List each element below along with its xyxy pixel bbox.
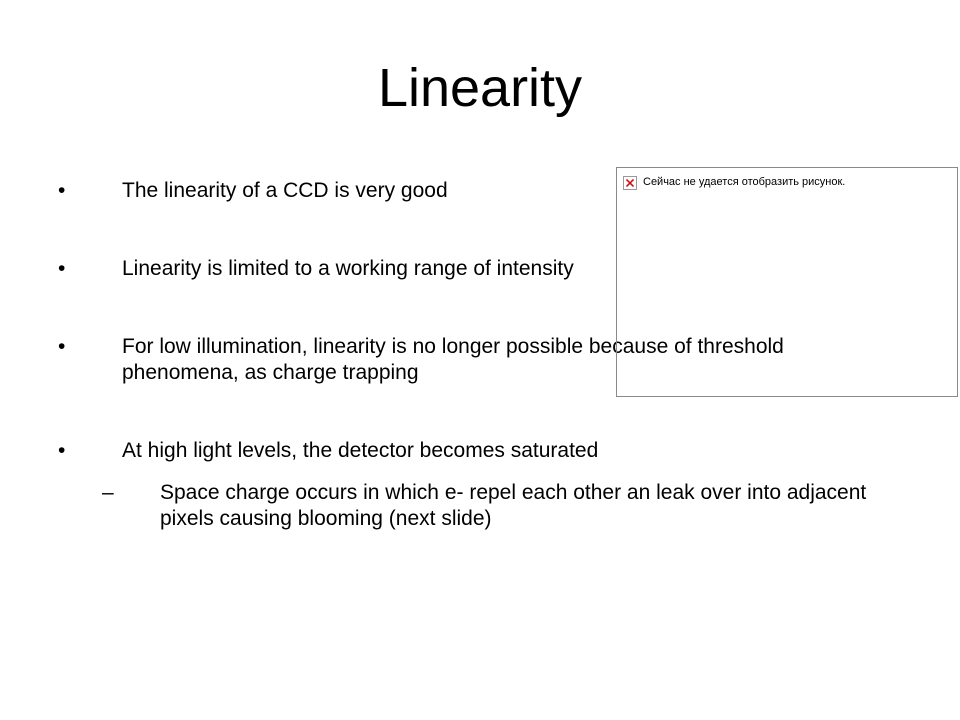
- bullet-text: For low illumination, linearity is no longer possible because of threshold phenomena, as charge trapping: [122, 335, 784, 384]
- slide-title: Linearity: [377, 58, 583, 118]
- broken-image-icon: [623, 176, 637, 190]
- sub-bullet-marker: –: [102, 481, 114, 504]
- bullet-marker: •: [58, 335, 66, 358]
- image-placeholder-message: Сейчас не удается отобразить рисунок.: [643, 176, 846, 188]
- sub-bullet-text: Space charge occurs in which e- repel each other an leak over into adjacent pixels causing blooming (next slide): [160, 481, 867, 530]
- bullet-text: At high light levels, the detector becomes saturated: [122, 439, 599, 462]
- bullet-text: Linearity is limited to a working range of intensity: [122, 257, 574, 280]
- image-placeholder: [616, 167, 958, 397]
- bullet-marker: •: [58, 257, 66, 280]
- bullet-marker: •: [58, 179, 66, 202]
- bullet-text: The linearity of a CCD is very good: [122, 179, 448, 202]
- bullet-marker: •: [58, 439, 66, 462]
